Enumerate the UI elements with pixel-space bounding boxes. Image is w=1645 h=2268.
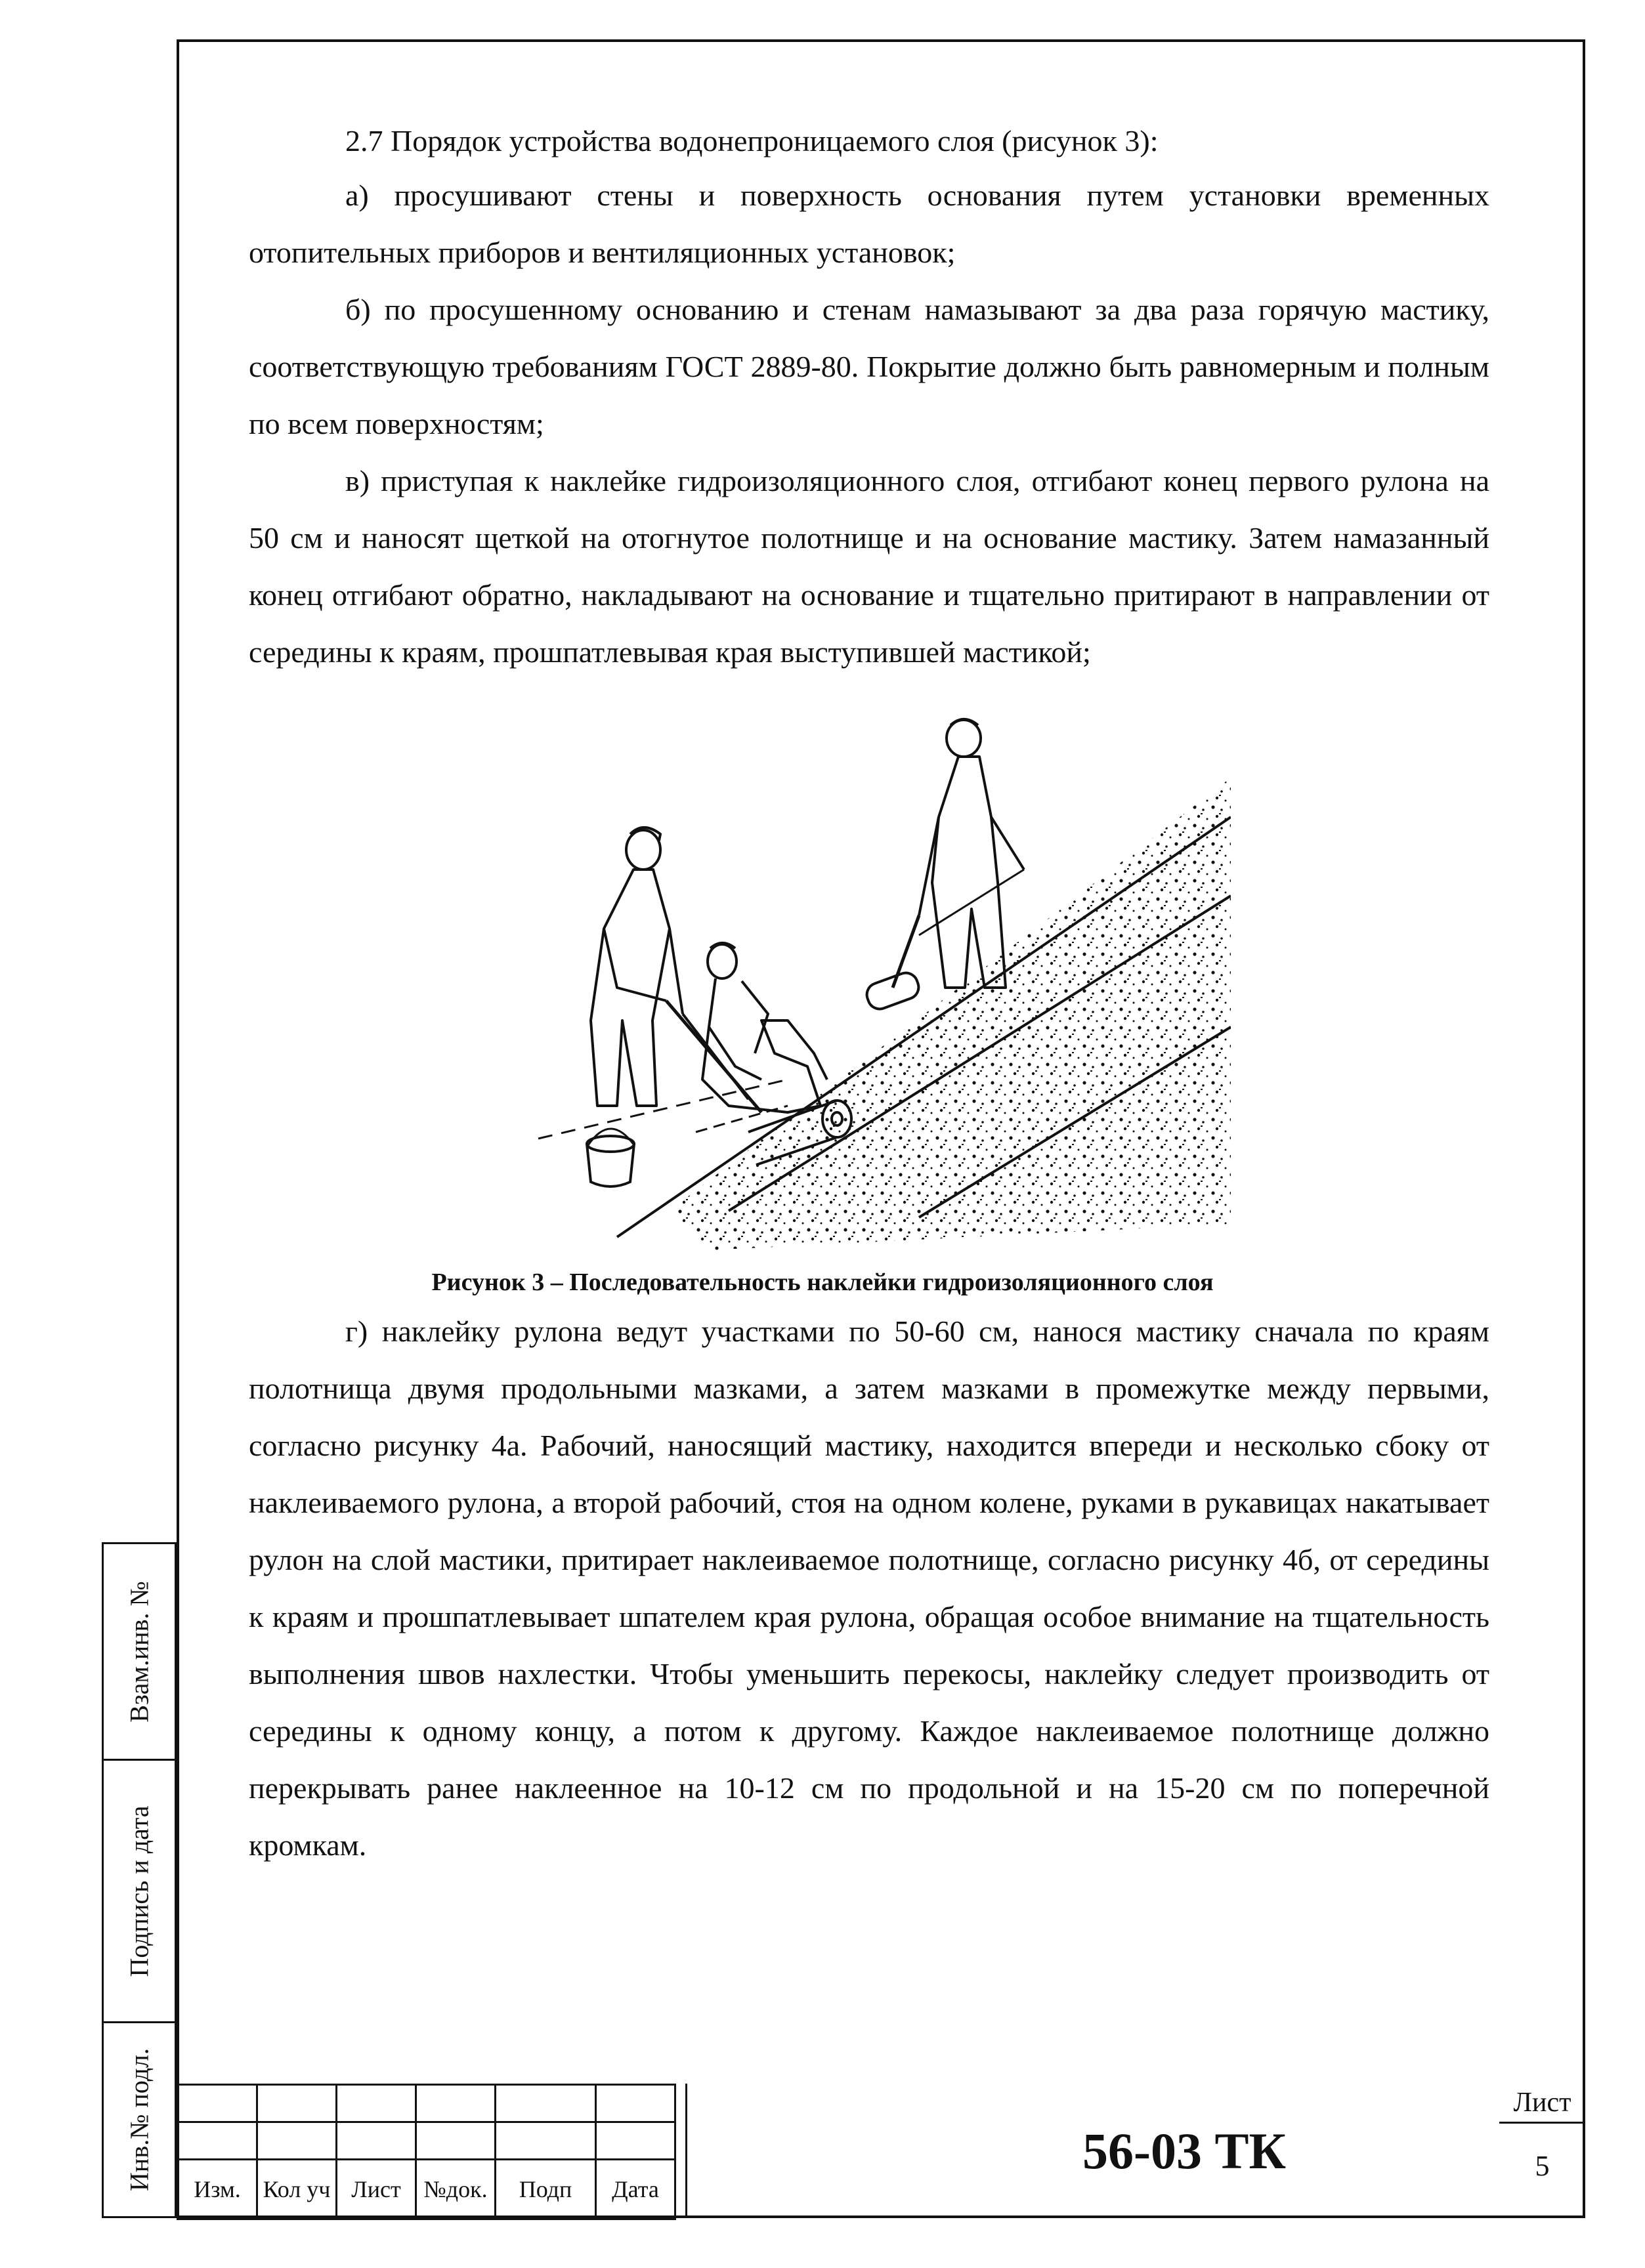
col-izm: Изм. [178, 2160, 257, 2219]
col-podp: Подп [496, 2160, 596, 2219]
paragraph-a: а) просушивают стены и поверхность основания путем установки временных отопительных приборов и вентиляционных установок; [249, 178, 1489, 269]
revision-table [177, 2084, 676, 2220]
col-data: Дата [596, 2160, 675, 2219]
paragraph-v: в) приступая к наклейке гидроизоляционного слоя, отгибают конец первого рулона на 50 см и наносят щеткой на отогнутое полотнище и на основание мастику. Затем намазанный конец отгибают обратно, накладывают на основание и тщательно притирают в направлении от середины к краям, прошпатлевывая края выступившей мастикой; [249, 464, 1489, 669]
sheet-box [1499, 2084, 1585, 2218]
side-cell-podpis [104, 1761, 175, 2023]
text-block-top [249, 167, 1489, 681]
side-label-podpis: Подпись и дата [124, 1805, 154, 1977]
worker-middle [702, 943, 827, 1112]
side-cell-inv [104, 2023, 175, 2216]
side-stamp [102, 1542, 177, 2218]
col-list: Лист [337, 2160, 416, 2219]
text-block-bottom [249, 1303, 1489, 1874]
side-label-vzam: Взам.инв. № [124, 1580, 154, 1723]
gravel-base [670, 778, 1231, 1250]
figure-3-illustration [512, 712, 1231, 1250]
title-block [177, 2084, 1585, 2218]
sheet-number: 5 [1535, 2150, 1550, 2182]
document-designation: 56-03 ТК [685, 2084, 1645, 2218]
side-label-inv: Инв.№ подл. [124, 2048, 154, 2191]
figure-caption: Рисунок 3 – Последовательность наклейки гидроизоляционного слоя [431, 1269, 1214, 1296]
col-kol: Кол уч [257, 2160, 337, 2219]
side-cell-vzam [104, 1544, 175, 1761]
mastic-bucket [587, 1129, 634, 1186]
section-heading: 2.7 Порядок устройства водонепроницаемого слоя (рисунок 3): [345, 124, 1159, 158]
paragraph-b: б) по просушенному основанию и стенам намазывают за два раза горячую мастику, соответствующую требованиям ГОСТ 2889-80. Покрытие должно быть равномерным и полным по всем поверхностям; [249, 293, 1489, 440]
sheet-label: Лист [1499, 2084, 1585, 2124]
paragraph-g: г) наклейку рулона ведут участками по 50-60 см, нанося мастику сначала по краям полотнища двумя продольными мазками, а затем мазками в промежутке между первыми, согласно рисунку 4а. Рабочий, наносящий мастику, находится впереди и несколько сбоку от наклеиваемого рулона, а второй рабочий, стоя на одном колене, руками в рукавицах накатывает рулон на слой мастики, притирает наклеиваемое полотнище, согласно рисунку 4б, от середины к краям и прошпатлевывает шпателем края рулона, обращая особое внимание на тщательность выполнения швов нахлестки. Чтобы уменьшить перекосы, наклейку следует производить от середины к одному концу, а потом к другому. Каждое наклеиваемое полотнище должно перекрывать ранее наклеенное на 10-12 см по продольной и на 15-20 см по поперечной кромкам. [249, 1314, 1489, 1862]
col-ndok: №док. [416, 2160, 496, 2219]
